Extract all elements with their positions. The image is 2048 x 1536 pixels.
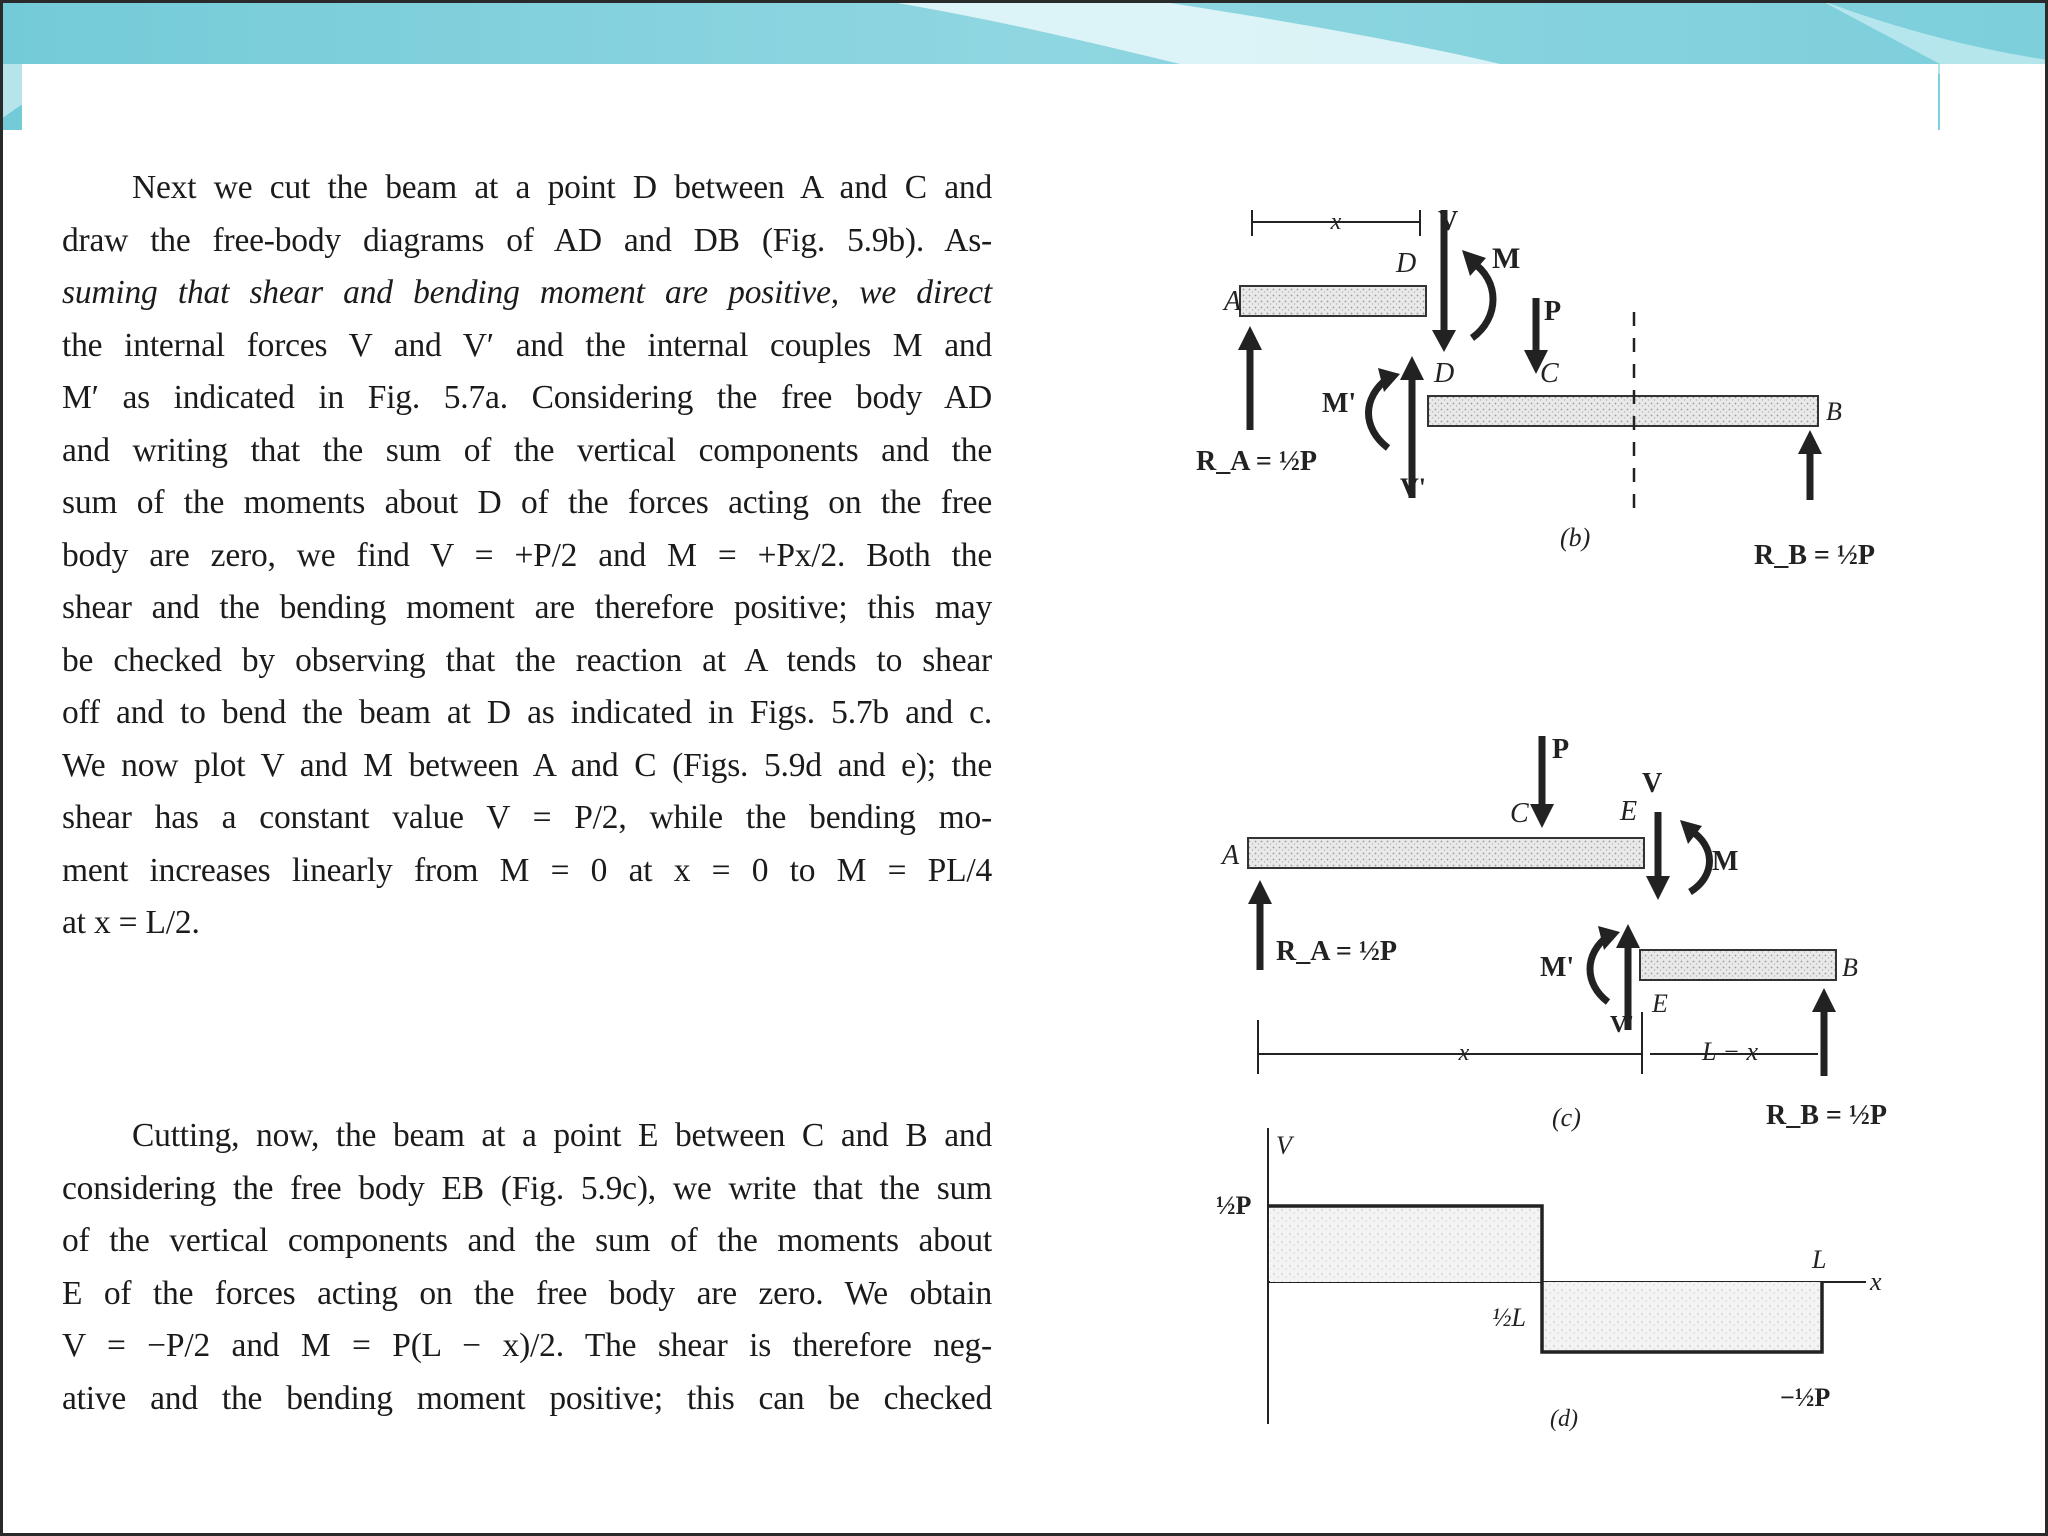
dimension-l-minus-x-label: L − x xyxy=(1701,1037,1759,1066)
shear-v-label: V xyxy=(1438,206,1459,237)
text-line: E of the forces acting on the free body are zero. We obtain xyxy=(62,1274,992,1312)
figure-c-caption: (c) xyxy=(1552,1103,1581,1132)
moment-m-label: M xyxy=(1492,242,1521,275)
point-d-label-2: D xyxy=(1434,358,1455,389)
figure-d-caption: (d) xyxy=(1550,1406,1578,1432)
text-line: the internal forces V and V′ and the internal couples M and xyxy=(62,326,992,364)
text-line: ment increases linearly from M = 0 at x = 0 to M = PL/4 xyxy=(62,851,992,889)
moment-mprime-label: M' xyxy=(1540,952,1575,983)
text-line: at x = L/2. xyxy=(62,904,200,941)
text-line: be checked by observing that the reaction at A tends to shear xyxy=(62,641,992,679)
text-line: body are zero, we find V = +P/2 and M = +Px/2. Both the xyxy=(62,536,992,574)
reaction-ra-label: R_A = ½P xyxy=(1276,936,1397,967)
shear-vprime-label: V' xyxy=(1610,1012,1634,1038)
point-e-label-2: E xyxy=(1652,989,1668,1018)
text-line: and writing that the sum of the vertical components and the xyxy=(62,431,992,469)
text-line: V = −P/2 and M = P(L − x)/2. The shear is therefore neg- xyxy=(62,1327,992,1364)
l-label: L xyxy=(1812,1245,1827,1274)
half-l-label: ½L xyxy=(1492,1303,1526,1332)
text-line: M′ as indicated in Fig. 5.7a. Considering the free body AD xyxy=(62,379,992,416)
load-p-label: P xyxy=(1544,296,1562,327)
point-d-label: D xyxy=(1396,248,1417,279)
text-line: of the vertical components and the sum of the moments about xyxy=(62,1222,992,1259)
moment-m-label: M xyxy=(1712,846,1739,877)
dimension-x-label: x xyxy=(1330,209,1342,235)
text-line: considering the free body EB (Fig. 5.9c), we write that the sum xyxy=(62,1169,992,1207)
text-line: suming that shear and bending moment are positive, we direct xyxy=(62,274,992,311)
load-p-label: P xyxy=(1552,734,1570,765)
reaction-rb-label: R_B = ½P xyxy=(1766,1100,1887,1131)
point-b-label: B xyxy=(1826,397,1842,426)
x-axis-label: x xyxy=(1870,1267,1882,1296)
text-line: Cutting, now, the beam at a point E between C and B and xyxy=(132,1117,992,1154)
shear-vprime-label: V' xyxy=(1400,473,1426,502)
figure-b-caption: (b) xyxy=(1560,523,1591,552)
v-axis-label: V xyxy=(1276,1131,1292,1160)
text-line: Next we cut the beam at a point D between A and C and xyxy=(132,169,992,206)
point-c-label: C xyxy=(1540,358,1559,389)
text-line: sum of the moments about D of the forces acting on the free xyxy=(62,484,992,521)
negative-shear-label: −½P xyxy=(1780,1383,1831,1412)
positive-shear-label: ½P xyxy=(1216,1191,1252,1220)
reaction-rb-label: R_B = ½P xyxy=(1754,540,1875,571)
point-b-label: B xyxy=(1842,953,1858,982)
dimension-x-label: x xyxy=(1458,1040,1470,1066)
point-a-label: A xyxy=(1222,840,1240,871)
moment-mprime-label: M' xyxy=(1322,388,1357,419)
text-line: draw the free-body diagrams of AD and DB (Fig. 5.9b). As- xyxy=(62,221,992,259)
text-line: We now plot V and M between A and C (Figs. 5.9d and e); the xyxy=(62,746,992,784)
point-e-label: E xyxy=(1620,796,1638,827)
point-a-label: A xyxy=(1224,286,1242,317)
text-line: off and to bend the beam at D as indicated in Figs. 5.7b and c. xyxy=(62,694,992,731)
shear-v-label: V xyxy=(1642,768,1663,799)
text-line: shear and the bending moment are therefore positive; this may xyxy=(62,589,992,626)
point-c-label: C xyxy=(1510,798,1529,829)
text-line: shear has a constant value V = P/2, while the bending mo- xyxy=(62,799,992,836)
text-line: ative and the bending moment positive; this can be checked xyxy=(62,1379,992,1417)
reaction-ra-label: R_A = ½P xyxy=(1196,446,1317,477)
